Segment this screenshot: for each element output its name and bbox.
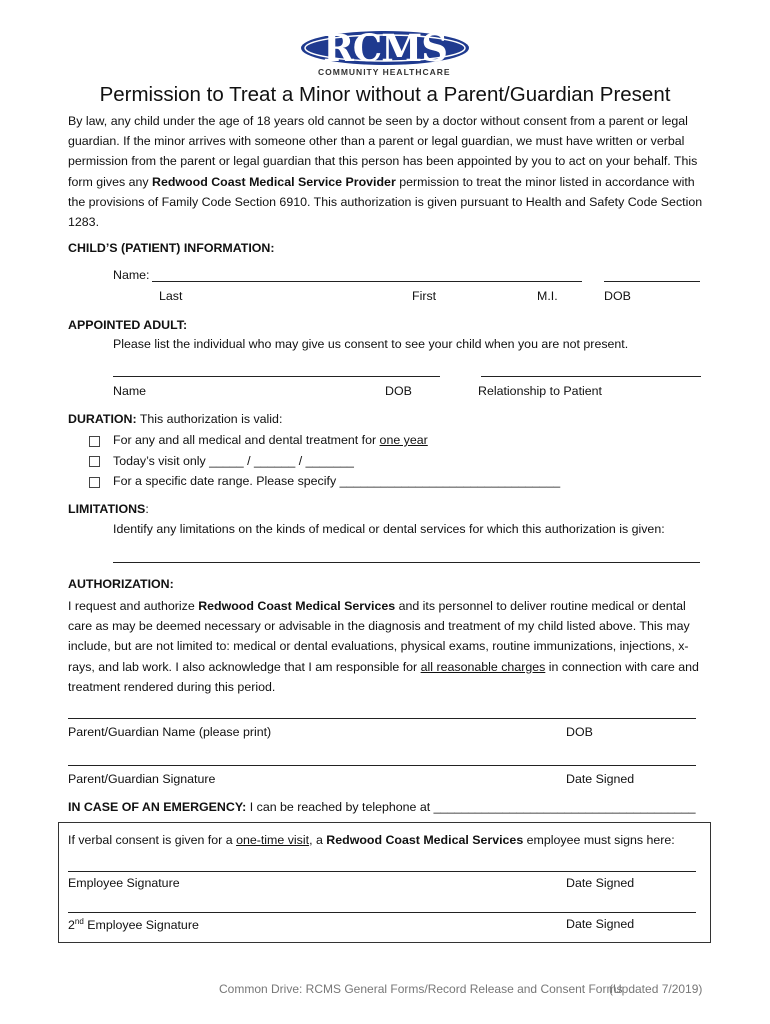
one-year-checkbox[interactable]: [89, 436, 100, 447]
footer-path: Common Drive: RCMS General Forms/Record Release and Consent Forms: [219, 982, 623, 996]
appointed-dob-label: DOB: [385, 384, 412, 398]
appointed-relationship-field[interactable]: [481, 376, 701, 377]
footer-updated: (Updated 7/2019): [609, 982, 703, 996]
guardian-dob-label: DOB: [566, 725, 593, 739]
limitations-instruction: Identify any limitations on the kinds of medical or dental services for which this authorization is given:: [113, 522, 665, 536]
child-dob-label: DOB: [604, 289, 631, 303]
employee-date-signed-label: Date Signed: [566, 876, 635, 890]
appointed-adult-heading: APPOINTED ADULT:: [68, 318, 188, 332]
second-employee-signature-label: 2nd Employee Signature: [68, 917, 199, 933]
second-employee-date-signed-label: Date Signed: [566, 917, 635, 931]
guardian-date-signed-label: Date Signed: [566, 772, 635, 786]
authorization-paragraph: I request and authorize Redwood Coast Medical Services and its personnel to deliver routine medical or dental care as may be deemed necessary or advisable in the diagnosis and treatment of my child listed above. This may include, but are not limited to: medical or dental evaluations, physical exams, routine immunizations, injections, x-rays, and lab work. I also acknowledge that I am responsible for all reasonable charges in connection with care and treatment rendered during this period.: [68, 599, 699, 694]
child-name-field[interactable]: [152, 281, 582, 282]
logo-text: RCMS: [323, 30, 447, 70]
intro-paragraph: By law, any child under the age of 18 years old cannot be seen by a doctor without consent from a parent or legal guardian. If the minor arrives with someone other than a parent or legal guardian, we must have written or verbal permission from the parent or legal guardian that this person has been appointed by you to act on your behalf. This form gives any Redwood Coast Medical Service Provider permission to treat the minor listed in accordance with the provisions of Family Code Section 6910. This authorization is given pursuant to Health and Safety Code Section 1283.: [68, 114, 703, 230]
appointed-relationship-label: Relationship to Patient: [478, 384, 602, 398]
child-mi-label: M.I.: [537, 289, 558, 303]
date-range-checkbox[interactable]: [89, 477, 100, 488]
employee-signature-label: Employee Signature: [68, 876, 180, 890]
child-first-label: First: [412, 289, 437, 303]
guardian-signature-field[interactable]: [68, 765, 696, 766]
one-year-option: For any and all medical and dental treatment for one year: [113, 433, 428, 447]
authorization-heading: AUTHORIZATION:: [68, 577, 174, 591]
second-employee-signature-field[interactable]: [68, 912, 696, 913]
limitations-field[interactable]: [113, 562, 700, 563]
date-range-option: For a specific date range. Please specify ________________________________: [113, 474, 561, 488]
limitations-heading: LIMITATIONS:: [68, 502, 149, 516]
duration-heading: DURATION: This authorization is valid:: [68, 412, 283, 426]
guardian-name-label: Parent/Guardian Name (please print): [68, 725, 272, 739]
guardian-signature-label: Parent/Guardian Signature: [68, 772, 216, 786]
todays-visit-checkbox[interactable]: [89, 456, 100, 467]
child-info-heading: CHILD’S (PATIENT) INFORMATION:: [68, 241, 275, 255]
appointed-name-label: Name: [113, 384, 147, 398]
appointed-name-dob-field[interactable]: [113, 376, 440, 377]
child-name-label: Name:: [113, 268, 150, 282]
appointed-adult-instruction: Please list the individual who may give us consent to see your child when you are not present.: [113, 337, 629, 351]
verbal-consent-text: If verbal consent is given for a one-time visit, a Redwood Coast Medical Services employee must signs here:: [68, 833, 675, 847]
emergency-phone-line: IN CASE OF AN EMERGENCY: I can be reached by telephone at ______________________________________: [68, 800, 696, 814]
page-title: Permission to Treat a Minor without a Parent/Guardian Present: [99, 83, 671, 106]
child-dob-field[interactable]: [604, 281, 700, 282]
todays-visit-option: Today’s visit only _____ / ______ / _______: [113, 454, 354, 468]
child-last-label: Last: [159, 289, 183, 303]
guardian-name-field[interactable]: [68, 718, 696, 719]
logo-subtitle: COMMUNITY HEALTHCARE: [318, 67, 451, 77]
employee-signature-field[interactable]: [68, 871, 696, 872]
